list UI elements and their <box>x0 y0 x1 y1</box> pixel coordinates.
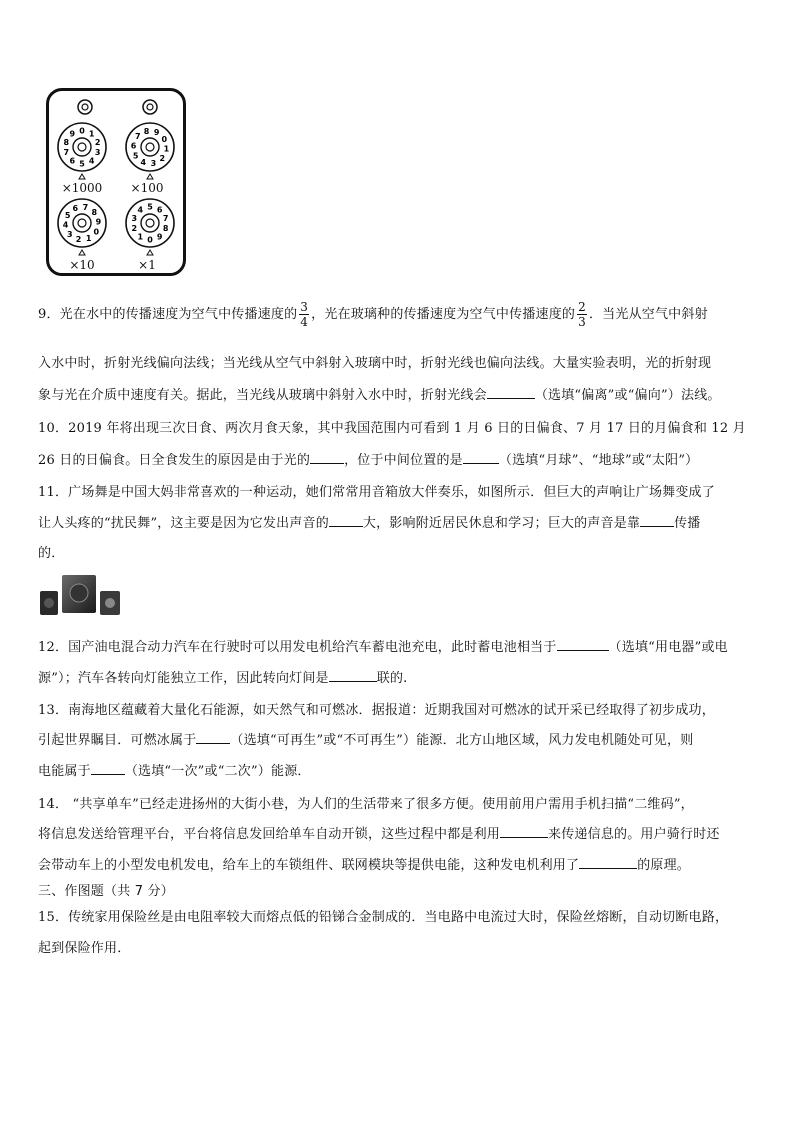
pointer-triangle-icon <box>79 174 85 179</box>
dial-digit: 2 <box>131 224 138 234</box>
question-12-line-1: 12．国产油电混合动力汽车在行驶时可以用发电机给汽车蓄电池充电，此时蓄电池相当于 （选填“用电器”或电 <box>38 640 728 655</box>
pointer-triangle-icon <box>79 250 85 255</box>
dial-digit: 7 <box>134 131 141 141</box>
question-9-line-2: 入水中时，折射光线偏向法线；当光线从空气中斜射入玻璃中时，折射光线也偏向法线。大量实验表明，光的折射现 <box>38 356 712 371</box>
dial-digit: 8 <box>162 224 169 234</box>
terminal-left-icon <box>78 100 92 114</box>
dial-digit: 8 <box>143 126 150 136</box>
q9-text-a: 9．光在水中的传播速度为空气中传播速度的 <box>38 307 298 322</box>
question-13-line-1: 13．南海地区蕴藏着大量化石能源，如天然气和可燃冰．据报道：近期我国对可燃冰的试开采已经取得了初步成功， <box>38 703 715 718</box>
question-11-line-1: 11．广场舞是中国大妈非常喜欢的一种运动，她们常常用音箱放大伴奏乐，如图所示．但巨大的声响让广场舞变成了 <box>38 485 715 500</box>
dial-digit: 5 <box>64 210 71 220</box>
dial-digit: 6 <box>156 205 163 215</box>
dial-x1-icon <box>126 199 174 255</box>
question-10-line-2: 26 日的日偏食。日全食发生的原因是由于光的 ，位于中间位置的是 （选填“月球”、“地球”或“太阳”） <box>38 453 699 468</box>
question-11-line-3: 的． <box>38 546 65 561</box>
dial-digit: 7 <box>82 202 89 212</box>
dial-digit: 7 <box>162 213 169 223</box>
dial-label-x10: ×10 <box>69 258 95 272</box>
pointer-triangle-icon <box>147 174 153 179</box>
answer-blank[interactable] <box>91 762 125 775</box>
dial-digit: 3 <box>131 213 138 223</box>
dial-digit: 8 <box>63 137 70 147</box>
fraction-3-4: $\frac{3}{4}$ <box>300 300 309 329</box>
dial-x10-icon <box>58 199 106 255</box>
dial-digit: 1 <box>88 129 95 139</box>
answer-blank[interactable] <box>329 514 363 527</box>
question-15-line-2: 起到保险作用． <box>38 941 131 956</box>
dial-digit: 4 <box>62 220 69 230</box>
question-14-line-1: 14． “共享单车”已经走进扬州的大街小巷，为人们的生活带来了很多方便。使用前用户需用手机扫描“二维码”， <box>38 797 694 812</box>
answer-blank[interactable] <box>196 731 230 744</box>
dial-digit: 9 <box>156 232 163 242</box>
q9-text-b: ，光在玻璃种的传播速度为空气中传播速度的 <box>311 307 576 322</box>
dial-digit: 0 <box>147 235 153 245</box>
question-13-line-3: 电能属于 （选填“一次”或“二次”）能源． <box>38 764 311 779</box>
question-9-line-1 <box>38 300 708 329</box>
pointer-triangle-icon <box>147 250 153 255</box>
dial-digit: 6 <box>130 141 137 151</box>
question-10-line-1: 10．2019 年将出现三次日食、两次月食天象，其中我国范围内可看到 1 月 6 日的日偏食、7 月 17 日的月偏食和 12 月 <box>38 421 746 436</box>
dial-digit: 9 <box>69 129 76 139</box>
dial-digit: 2 <box>159 154 166 164</box>
dial-x1000-icon <box>58 123 106 179</box>
resistance-box-figure <box>46 88 186 276</box>
question-14-line-2: 将信息发送给管理平台，平台将信息发回给单车自动开锁，这些过程中都是利用 来传递信息的。用户骑行时还 <box>38 827 720 842</box>
dial-digit: 4 <box>137 205 144 215</box>
dial-digit: 2 <box>75 235 82 245</box>
speaker-set-image <box>38 573 124 617</box>
answer-blank[interactable] <box>463 451 499 464</box>
dial-digit: 1 <box>137 232 144 242</box>
answer-blank[interactable] <box>579 856 637 869</box>
dial-x100-icon <box>126 123 174 179</box>
dial-digit: 5 <box>132 151 139 161</box>
dial-digit: 0 <box>79 126 85 136</box>
question-11-line-2: 让人头疼的“扰民舞”，这主要是因为它发出声音的 大，影响附近居民休息和学习；巨大的声音是靠 传播 <box>38 516 701 531</box>
dial-digit: 3 <box>94 148 101 158</box>
q9-text-c: ．当光从空气中斜射 <box>588 307 708 322</box>
section-heading: 三、作图题（共 7 分） <box>38 884 174 899</box>
dial-digit: 6 <box>69 156 76 166</box>
fraction-2-3: $\frac{2}{3}$ <box>578 300 586 329</box>
dial-digit: 8 <box>91 207 98 217</box>
answer-blank[interactable] <box>500 825 548 838</box>
dial-label-x1000: ×1000 <box>61 181 103 195</box>
dial-label-x100: ×100 <box>130 181 164 195</box>
dial-digit: 2 <box>94 137 101 147</box>
dial-digit: 0 <box>93 227 100 237</box>
dial-digit: 5 <box>79 159 85 169</box>
question-13-line-2: 引起世界瞩目．可燃冰属于 （选填“可再生”或“不可再生”）能源．北方山地区域，风力发电机随处可见，则 <box>38 733 694 748</box>
answer-blank[interactable] <box>310 451 344 464</box>
dial-label-x1: ×1 <box>138 258 156 272</box>
dial-digit: 5 <box>147 202 153 212</box>
dial-digit: 3 <box>66 230 73 240</box>
question-12-line-2: 源”）；汽车各转向灯能独立工作，因此转向灯间是 联的. <box>38 671 408 686</box>
dial-digit: 3 <box>150 159 157 169</box>
answer-blank[interactable] <box>640 514 674 527</box>
dial-digit: 6 <box>72 203 79 213</box>
answer-blank[interactable] <box>487 386 535 399</box>
answer-blank[interactable] <box>557 638 609 651</box>
dial-digit: 1 <box>163 144 170 154</box>
dial-digit: 9 <box>153 127 160 137</box>
answer-blank[interactable] <box>329 669 377 682</box>
dial-digit: 9 <box>95 217 102 227</box>
question-15-line-1: 15．传统家用保险丝是由电阻率较大而熔点低的铅锑合金制成的．当电路中电流过大时，保险丝熔断，自动切断电路， <box>38 910 729 925</box>
dial-digit: 7 <box>63 148 70 158</box>
dial-digit: 0 <box>161 134 168 144</box>
question-9-line-3: 象与光在介质中速度有关。据此，当光线从玻璃中斜射入水中时，折射光线会 （选填“偏离”或“偏向”）法线。 <box>38 388 721 403</box>
terminal-right-icon <box>143 100 157 114</box>
dial-digit: 4 <box>140 158 147 168</box>
dial-digit: 1 <box>85 234 92 244</box>
question-14-line-3: 会带动车上的小型发电机发电，给车上的车锁组件、联网模块等提供电能，这种发电机利用了 的原理。 <box>38 858 691 873</box>
dial-digit: 4 <box>88 156 95 166</box>
